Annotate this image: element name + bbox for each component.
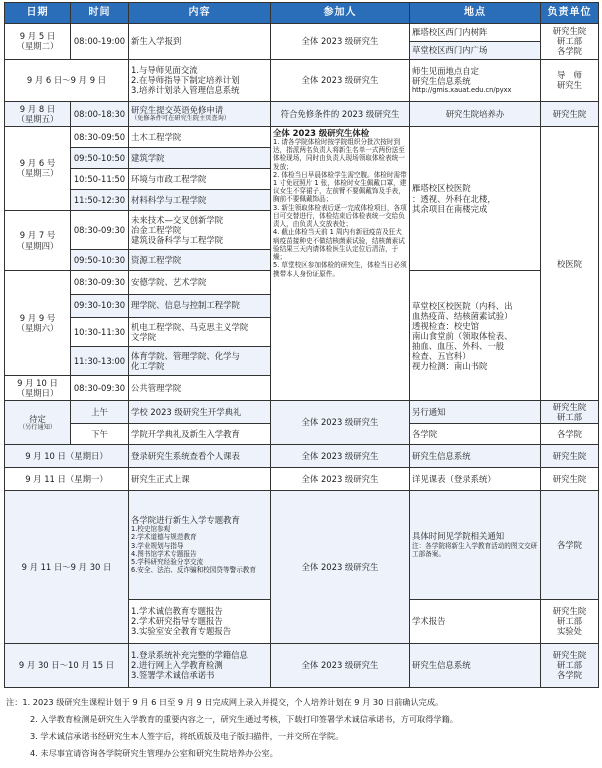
table-row [5, 643, 599, 687]
content-cell: 研究生正式上课 [129, 467, 271, 490]
table-row [5, 101, 599, 126]
header-dept: 负责单位 [541, 3, 599, 24]
table-row [5, 401, 599, 423]
header-date: 日期 [5, 3, 71, 24]
participants-cell: 全体 2023 级研究生 [271, 59, 410, 101]
gmis-link[interactable]: http://gmis.xauat.edu.cn/pyxx [412, 86, 512, 95]
dept-cell: 研究生院 研工部 [541, 401, 599, 423]
location-cell: 详见课表（登录系统） [410, 467, 541, 490]
table-row [5, 444, 599, 467]
date-cell: 9 月 8 日 （星期五） [5, 101, 71, 126]
header-participants: 参加人 [271, 3, 410, 24]
content-cell: 新生入学报到 [129, 24, 271, 60]
time-cell: 08:00-18:30 [71, 101, 129, 126]
time-cell: 09:30-10:30 [71, 294, 129, 317]
date-cell: 9 月 9 号 （星期六） [5, 271, 71, 376]
time-cell: 11:30-13:00 [71, 346, 129, 375]
dept-cell: 导 师 研究生 [541, 59, 599, 101]
content-cell: 建筑学院 [129, 147, 271, 168]
location-cell: 学术报告 [410, 599, 541, 643]
date-cell: 9 月 6 号 （星期三） [5, 126, 71, 210]
table-header-row [5, 3, 599, 24]
content-cell: 各学院进行新生入学专题教育 1.校史馆参观 2.学术道德与规范教育 3.学业规划与指导 4.图书馆学术专题报告 5.学科研究经验分享交流 6.安全、法治、反诈骗和校园贷等警示教育 [129, 490, 271, 599]
location-cell: 研究生信息系统 [410, 643, 541, 687]
table-row [5, 126, 599, 147]
dept-cell: 研究生院 研工部 各学院 [541, 24, 599, 60]
date-cell: 9 月 6 日～9 月 9 日 [5, 59, 129, 101]
location-cell: 另行通知 [410, 401, 541, 423]
date-cell: 9 月 10 日（星期日） [5, 444, 129, 467]
time-cell: 下午 [71, 423, 129, 444]
content-cell: 资源工程学院 [129, 250, 271, 271]
time-cell: 09:50-10:30 [71, 250, 129, 271]
footnote: 3. 学术诚信承诺书经研究生本人签字后，将纸质版及电子版扫描件，一并交所在学院。 [30, 731, 344, 741]
content-cell: 登录研究生系统查看个人课表 [129, 444, 271, 467]
dept-cell: 各学院 [541, 490, 599, 599]
content-cell: 土木工程学院 [129, 126, 271, 147]
time-cell: 08:30-09:50 [71, 126, 129, 147]
location-cell: 研究生院培养办 [410, 101, 541, 126]
content-cell: 安德学院、艺术学院 [129, 271, 271, 294]
table-row [5, 59, 599, 101]
footnote: 4. 未尽事宜请咨询各学院研究生管理办公室和研究生院培养办公室。 [30, 748, 278, 758]
time-cell: 08:00-19:00 [71, 24, 129, 60]
content-cell: 学校 2023 级研究生开学典礼 [129, 401, 271, 423]
time-cell: 08:30-09:30 [71, 271, 129, 294]
content-cell: 1.与导师见面交流 2.在导师指导下制定培养计划 3.培养计划录入管理信息系统 [129, 59, 271, 101]
time-cell: 11:50-12:30 [71, 189, 129, 210]
content-cell: 1.登录系统补充完整的学籍信息 2.进行网上入学教育检测 3.签署学术诚信承诺书 [129, 643, 271, 687]
time-cell: 上午 [71, 401, 129, 423]
time-cell: 10:50-11:50 [71, 168, 129, 189]
location-cell: 雁塔校区西门内树阵 [410, 24, 541, 42]
location-yanta-cell: 雁塔校区校医院 ：透视、外科在北楼， 其余项目在南楼完成 [410, 126, 541, 271]
dept-cell: 研究生院 [541, 467, 599, 490]
content-cell: 学院开学典礼及新生入学教育 [129, 423, 271, 444]
header-location: 地点 [410, 3, 541, 24]
table-row [5, 467, 599, 490]
participants-cell: 全体 2023 级研究生 [271, 24, 410, 60]
header-content: 内容 [129, 3, 271, 24]
footnote: 注：1. 2023 级研究生课程计划于 9 月 6 日至 9 月 9 日完成网上录入并提交，个人培养计划在 9 月 30 日前确认完成。 [6, 697, 444, 707]
location-cell: 研究生信息系统 [410, 444, 541, 467]
footnotes [6, 694, 596, 762]
content-cell: 体育学院、管理学院、化学与 化工学院 [129, 346, 271, 375]
content-cell: 未来技术—交叉创新学院 冶金工程学院 建筑设备科学与工程学院 [129, 210, 271, 250]
date-cell: 9 月 30 日～10 月 15 日 [5, 643, 129, 687]
content-cell: 研究生提交英语免修申请 （免修条件可在研究生院主页查询） [129, 101, 271, 126]
location-cell: 具体时间见学院相关通知 注：各学院将新生入学教育活动的图文交研工部备案。 [410, 490, 541, 599]
schedule-table [4, 2, 599, 688]
dept-cell: 研究生院 [541, 444, 599, 467]
location-cell: 草堂校区西门内广场 [410, 41, 541, 59]
exam-participants-cell: 全体 2023 级研究生体检 1. 请各学院体检时按学院组织分批次按时到达，指派两名负责人将新生名单一式两份送至体检现场，同时由负责人现场领取体检表统一发放； 2. 体检当日早晨体检学生需空腹。体检时需带 1 寸免冠照片 1 张，体检时女生佩戴口罩，建议女生不穿裙子，左前臂不要佩戴饰及手表，胸前不要佩戴饰品； 3. 新生领取体检表后逐一完成体检项目，各项目可交替进行，体检结束后体检表统一交给负责人，由负责人交放表处； 4. 截止体检当天前 1 周内有新冠疫苗及狂犬病疫苗接种史不做结核菌素试验，结核菌素试验结果三天内请体检医生认定位后清洁，于燥； 5. 草堂校区参加体检的研究生，体检当日必须携带本人身份证原件。 [271, 126, 410, 401]
time-cell: 09:50-10:50 [71, 147, 129, 168]
content-cell: 理学院、信息与控制工程学院 [129, 294, 271, 317]
participants-cell: 全体 2023 级研究生 [271, 401, 410, 444]
date-cell: 9 月 10 日 （星期日） [5, 376, 71, 401]
time-cell: 10:30-11:30 [71, 317, 129, 346]
content-cell: 环境与市政工程学院 [129, 168, 271, 189]
location-caotang-cell: 草堂校区校医院（内科、出 血热疫苗、结核菌素试验） 透视检查：校史馆 南山食堂前（领取体检表、 抽血、血压、外科、一般 检查、五官科） 视力检测：南山书院 [410, 271, 541, 401]
content-cell: 材料科学与工程学院 [129, 189, 271, 210]
date-cell: 9 月 11 日（星期一） [5, 467, 129, 490]
time-cell: 08:30-09:30 [71, 210, 129, 250]
table-row [5, 24, 599, 42]
header-time: 时间 [71, 3, 129, 24]
date-cell: 9 月 11 日～9 月 30 日 [5, 490, 129, 643]
content-cell: 1.学术诚信教育专题报告 2.学术研究指导专题报告 3.实验室安全教育专题报告 [129, 599, 271, 643]
content-cell: 公共管理学院 [129, 376, 271, 401]
time-cell: 08:30-09:30 [71, 376, 129, 401]
dept-cell: 研究生院 研工部 各学院 [541, 643, 599, 687]
dept-cell: 研究生院 研工部 实验处 [541, 599, 599, 643]
dept-cell: 研究生院 [541, 101, 599, 126]
participants-cell: 全体 2023 级研究生 [271, 490, 410, 643]
date-cell: 9 月 7 号 （星期四） [5, 210, 71, 271]
table-row [5, 490, 599, 599]
location-cell: 各学院 [410, 423, 541, 444]
participants-cell: 全体 2023 级研究生 [271, 643, 410, 687]
date-cell: 待定 （另行通知） [5, 401, 71, 444]
footnote: 2. 入学教育检测是研究生入学教育的重要内容之一，研究生通过考核，下载打印签署学术诚信承诺书，方可取得学籍。 [30, 714, 458, 724]
participants-cell: 全体 2023 级研究生 [271, 467, 410, 490]
dept-cell: 各学院 [541, 423, 599, 444]
date-cell: 9 月 5 日 （星期二） [5, 24, 71, 60]
participants-cell: 全体 2023 级研究生 [271, 444, 410, 467]
dept-cell: 校医院 [541, 126, 599, 401]
location-cell: 师生见面地点自定 研究生信息系统 http://gmis.xauat.edu.cn/pyxx [410, 59, 541, 101]
content-cell: 机电工程学院、马克思主义学院 文学院 [129, 317, 271, 346]
participants-cell: 符合免修条件的 2023 级研究生 [271, 101, 410, 126]
